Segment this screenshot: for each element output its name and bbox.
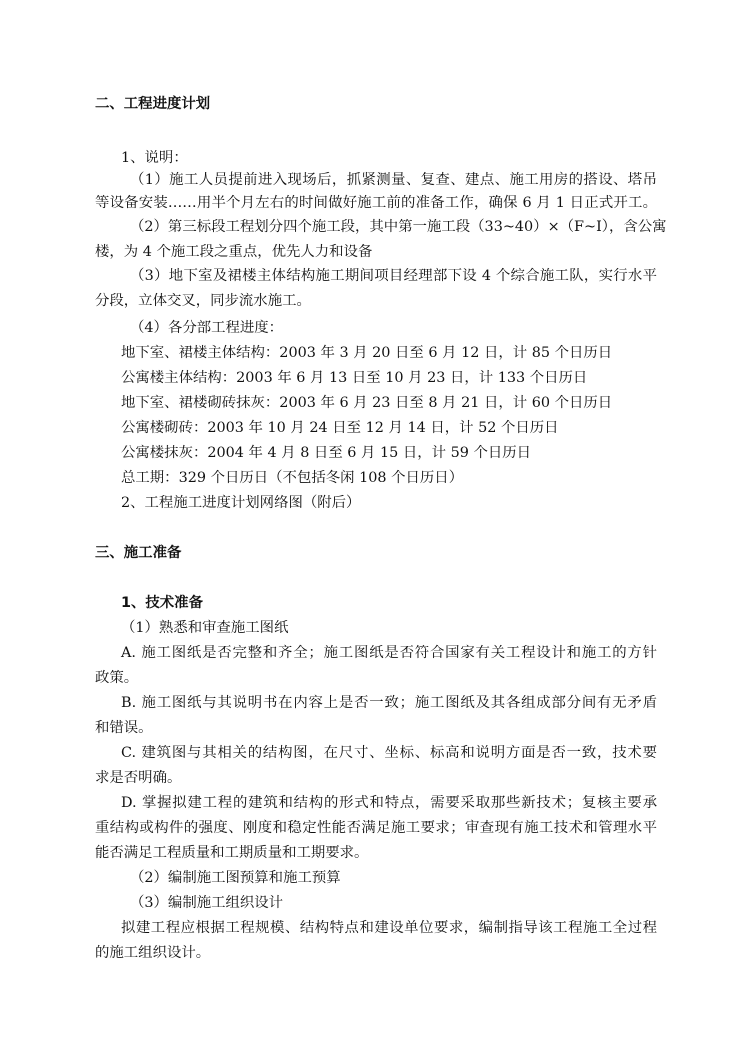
item-a-line-2: 政策。	[95, 670, 139, 686]
total-duration-line: 总工期：329 个日历日（不包括冬闲 108 个日历日）	[121, 470, 464, 486]
item-s3-line-2: 的施工组织设计。	[95, 945, 211, 961]
item-d-line-2: 重结构或构件的强度、刚度和稳定性能否满足施工要求；审查现有施工技术和管理水平	[95, 820, 657, 836]
para-1-line-1: （1）施工人员提前进入现场后，抓紧测量、复查、建点、施工用房的搭设、塔吊	[130, 172, 657, 188]
subsection-1-heading: 1、技术准备	[121, 595, 203, 611]
schedule-line: 地下室、裙楼砌砖抹灰：2003 年 6 月 23 日至 8 月 21 日，计 60 个日历日	[121, 395, 613, 411]
item-c-line-1: C. 建筑图与其相关的结构图，在尺寸、坐标、标高和说明方面是否一致，技术要	[121, 745, 657, 761]
para-3-line-1: （3）地下室及裙楼主体结构施工期间项目经理部下设 4 个综合施工队，实行水平	[130, 268, 657, 284]
item-2-label: 2、工程施工进度计划网络图（附后）	[121, 495, 361, 511]
item-1-label: 1、说明：	[121, 150, 188, 166]
item-a-line-1: A. 施工图纸是否完整和齐全；施工图纸是否符合国家有关工程设计和施工的方针	[121, 645, 657, 661]
para-2-line-2: 楼，为 4 个施工段之重点，优先人力和设备	[95, 244, 373, 260]
item-d-line-1: D. 掌握拟建工程的建筑和结构的形式和特点，需要采取那些新技术；复核主要承	[121, 795, 657, 811]
item-b-line-2: 和错误。	[95, 720, 153, 736]
item-d-line-3: 能否满足工程质量和工期质量和工期要求。	[95, 845, 369, 861]
section-3-heading: 三、施工准备	[95, 545, 182, 561]
para-3-line-2: 分段，立体交叉，同步流水施工。	[95, 293, 311, 309]
schedule-line: 公寓楼砌砖：2003 年 10 月 24 日至 12 月 14 日，计 52 个日历日	[121, 420, 559, 436]
schedule-line: 公寓楼主体结构：2003 年 6 月 13 日至 10 月 23 日，计 133 个日历日	[121, 370, 588, 386]
item-c-line-2: 求是否明确。	[95, 770, 182, 786]
schedule-line: 地下室、裙楼主体结构：2003 年 3 月 20 日至 6 月 12 日，计 85 个日历日	[121, 345, 613, 361]
para-2-line-1: （2）第三标段工程划分四个施工段，其中第一施工段（33~40）×（F~I），含公寓	[130, 219, 667, 235]
section-2-heading: 二、工程进度计划	[95, 96, 211, 112]
schedule-line: 公寓楼抹灰：2004 年 4 月 8 日至 6 月 15 日，计 59 个日历日	[121, 445, 532, 461]
para-4-label: （4）各分部工程进度：	[130, 320, 284, 336]
item-b-line-1: B. 施工图纸与其说明书在内容上是否一致；施工图纸及其各组成部分间有无矛盾	[121, 695, 657, 711]
item-s3-line-1: 拟建工程应根据工程规模、结构特点和建设单位要求，编制指导该工程施工全过程	[121, 920, 657, 936]
item-s1: （1）熟悉和审查施工图纸	[121, 620, 289, 636]
item-s3: （3）编制施工组织设计	[130, 895, 284, 911]
para-1-line-2: 等设备安装……用半个月左右的时间做好施工前的准备工作，确保 6 月 1 日正式开工。	[95, 195, 657, 211]
item-s2: （2）编制施工图预算和施工预算	[130, 870, 341, 886]
